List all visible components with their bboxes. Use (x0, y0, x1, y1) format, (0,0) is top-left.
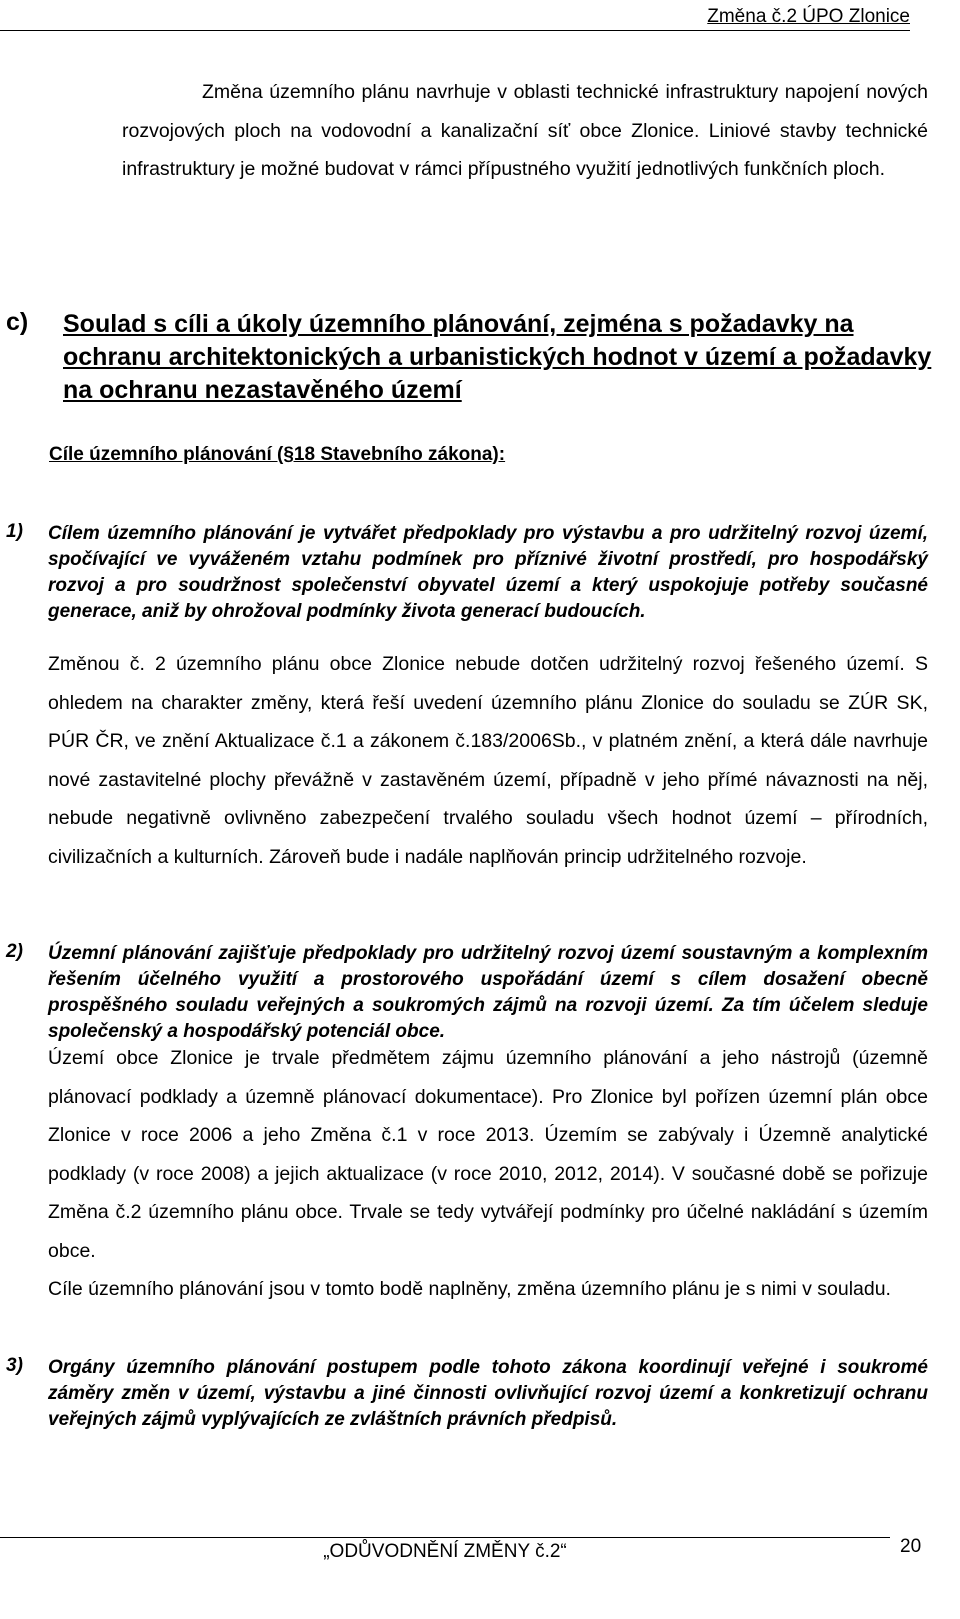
item-3-number: 3) (6, 1355, 23, 1376)
header-divider (0, 30, 910, 31)
section-subtitle: Cíle územního plánování (§18 Stavebního zákona): (49, 444, 506, 465)
intro-paragraph-text: Změna územního plánu navrhuje v oblasti technické infrastruktury napojení nových rozvojových ploch na vodovodní a kanalizační síť obce Zlonice. Liniové stavby technické infrastruktury je možné budovat v rámci přípustného využití jednotlivých funkčních ploch. (122, 81, 928, 180)
item-1-statement: Cílem územního plánování je vytvářet předpoklady pro výstavbu a pro udržitelný rozvoj území, spočívající ve vyváženém vztahu podmínek pro příznivé životní prostředí, pro hospodářský rozvoj a pro soudržnost společenství obyvatel území a který uspokojuje potřeby současné generace, aniž by ohrožoval podmínky života generací budoucích. (48, 523, 928, 622)
item-2-comment: Území obce Zlonice je trvale předmětem zájmu územního plánování a jeho nástrojů (územně plánovací podklady a územně plánovací dokumentace). Pro Zlonice byl pořízen územní plán obce Zlonice v roce 2006 a jeho Změna č.1 v roce 2013. Územím se zabývaly i Územně analytické podklady (v roce 2008) a jejich aktualizace (v roce 2010, 2012, 2014). V současné době se pořizuje Změna č.2 územního plánu obce. Trvale se tedy vytvářejí podmínky pro účelné nakládání s územím obce. (48, 1047, 928, 1262)
section-heading: Soulad s cíli a úkoly územního plánování, zejména s požadavky na ochranu architektonických a urbanistických hodnot v území a požadavky na ochranu nezastavěného území (63, 310, 932, 404)
item-1-number: 1) (6, 521, 23, 542)
footer-title: „ODŮVODNĚNÍ ZMĚNY č.2“ (323, 1541, 567, 1562)
section-marker: c) (6, 308, 29, 336)
item-1-comment: Změnou č. 2 územního plánu obce Zlonice nebude dotčen udržitelný rozvoj řešeného území. S ohledem na charakter změny, která řeší uvedení územního plánu Zlonice do souladu se ZÚR SK, PÚR ČR, ve znění Aktualizace č.1 a zákonem č.183/2006Sb., v platném znění, a která dále navrhuje nové zastavitelné plochy převážně v zastavěném území, případně v jeho přímé návaznosti na něj, nebude negativně ovlivněno zabezpečení trvalého souladu všech hodnot území – přírodních, civilizačních a kulturních. Zároveň bude i nadále naplňován princip udržitelného rozvoje. (48, 653, 928, 868)
page-header-title: Změna č.2 ÚPO Zlonice (707, 6, 910, 27)
footer-divider (0, 1537, 890, 1538)
item-2-statement: Územní plánování zajišťuje předpoklady pro udržitelný rozvoj území soustavným a komplexním řešením účelného využití a prostorového uspořádání území s cílem dosažení obecně prospěšného souladu veřejných a soukromých zájmů na rozvoji území. Za tím účelem sleduje společenský a hospodářský potenciál obce. (48, 943, 928, 1042)
intro-paragraph (122, 73, 928, 189)
item-2-number: 2) (6, 941, 23, 962)
item-2-conclusion: Cíle územního plánování jsou v tomto bodě naplněny, změna územního plánu je s nimi v souladu. (48, 1278, 891, 1300)
page-number: 20 (900, 1536, 922, 1557)
item-3-statement: Orgány územního plánování postupem podle tohoto zákona koordinují veřejné i soukromé záměry změn v území, výstavbu a jiné činnosti ovlivňující rozvoj území a konkretizují ochranu veřejných zájmů vyplývajících ze zvláštních právních předpisů. (48, 1357, 928, 1430)
